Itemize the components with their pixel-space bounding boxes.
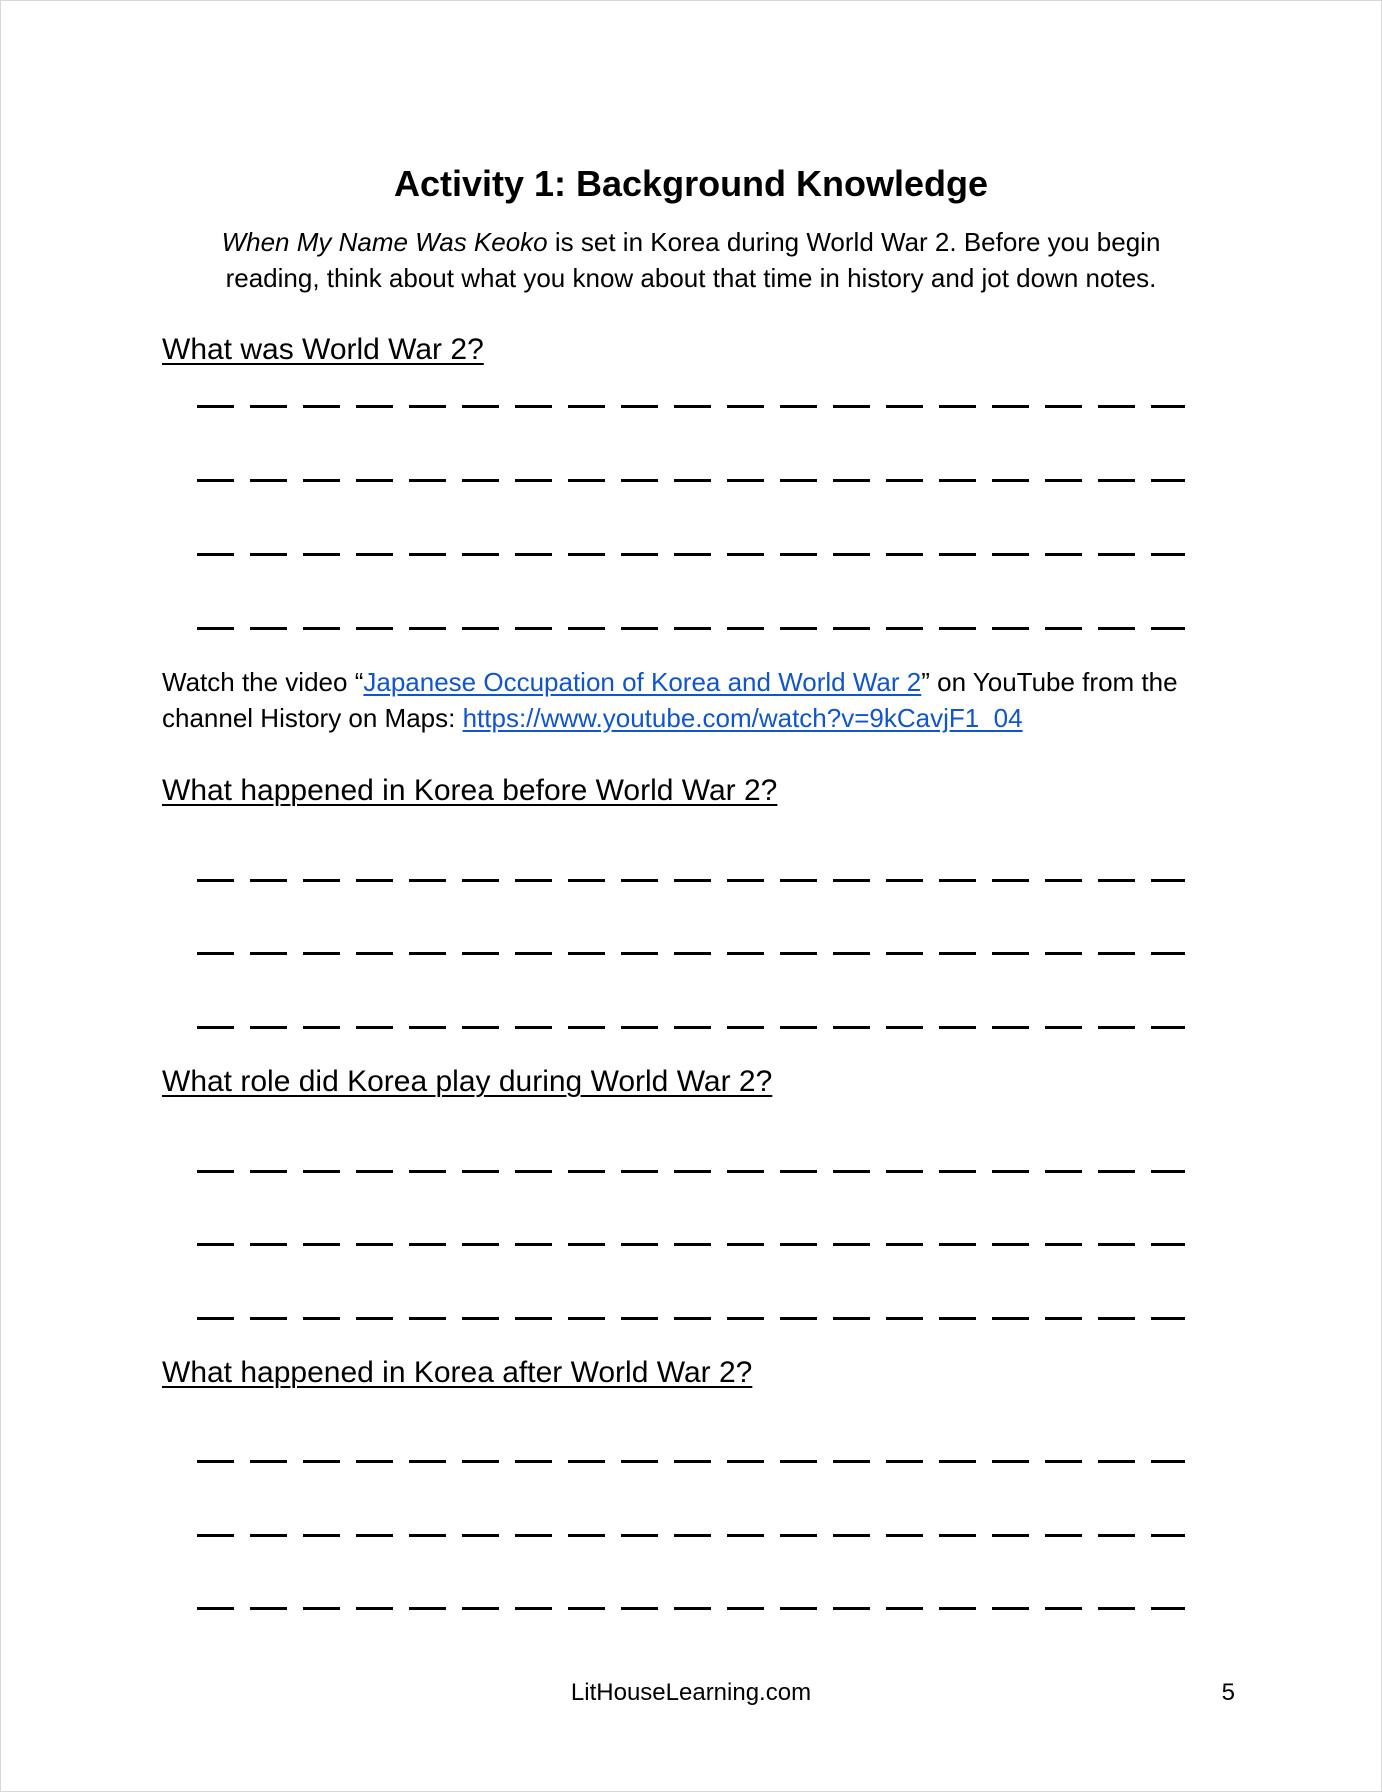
answer-line[interactable] [197, 1243, 1185, 1246]
answer-line[interactable] [197, 1026, 1185, 1029]
footer-website: LitHouseLearning.com [570, 1679, 812, 1706]
question-world-war-2: What was World War 2? [162, 333, 484, 366]
intro-paragraph [160, 224, 1222, 296]
answer-line[interactable] [197, 1317, 1185, 1320]
page-number: 5 [1221, 1679, 1235, 1706]
answer-line[interactable] [197, 952, 1185, 955]
answer-line[interactable] [197, 1170, 1185, 1173]
answer-line[interactable] [197, 479, 1185, 482]
answer-line[interactable] [197, 879, 1185, 882]
answer-line[interactable] [197, 405, 1185, 408]
answer-line[interactable] [197, 1534, 1185, 1537]
question-korea-after-war: What happened in Korea after World War 2? [162, 1356, 753, 1389]
question-korea-role-during-war: What role did Korea play during World War 2? [162, 1065, 773, 1098]
book-title: When My Name Was Keoko [221, 227, 548, 257]
intro-line2-text: reading, think about what you know about that time in history and jot down notes. [225, 263, 1157, 293]
answer-line[interactable] [197, 1460, 1185, 1463]
video-title-link[interactable]: Japanese Occupation of Korea and World War 2 [363, 667, 922, 697]
video-note-prefix: Watch the video “ [162, 667, 364, 697]
video-instructions [162, 664, 1242, 736]
answer-line[interactable] [197, 553, 1185, 556]
youtube-url-link[interactable]: https://www.youtube.com/watch?v=9kCavjF1_04 [462, 703, 1023, 733]
question-korea-before-war: What happened in Korea before World War 2? [162, 774, 778, 807]
video-note-middle: ” on YouTube from the channel History on Maps: [162, 667, 1178, 733]
intro-line1-text: is set in Korea during World War 2. Before you begin [547, 227, 1161, 257]
answer-line[interactable] [197, 1607, 1185, 1610]
answer-line[interactable] [197, 627, 1185, 630]
page-title: Activity 1: Background Knowledge [393, 163, 989, 204]
